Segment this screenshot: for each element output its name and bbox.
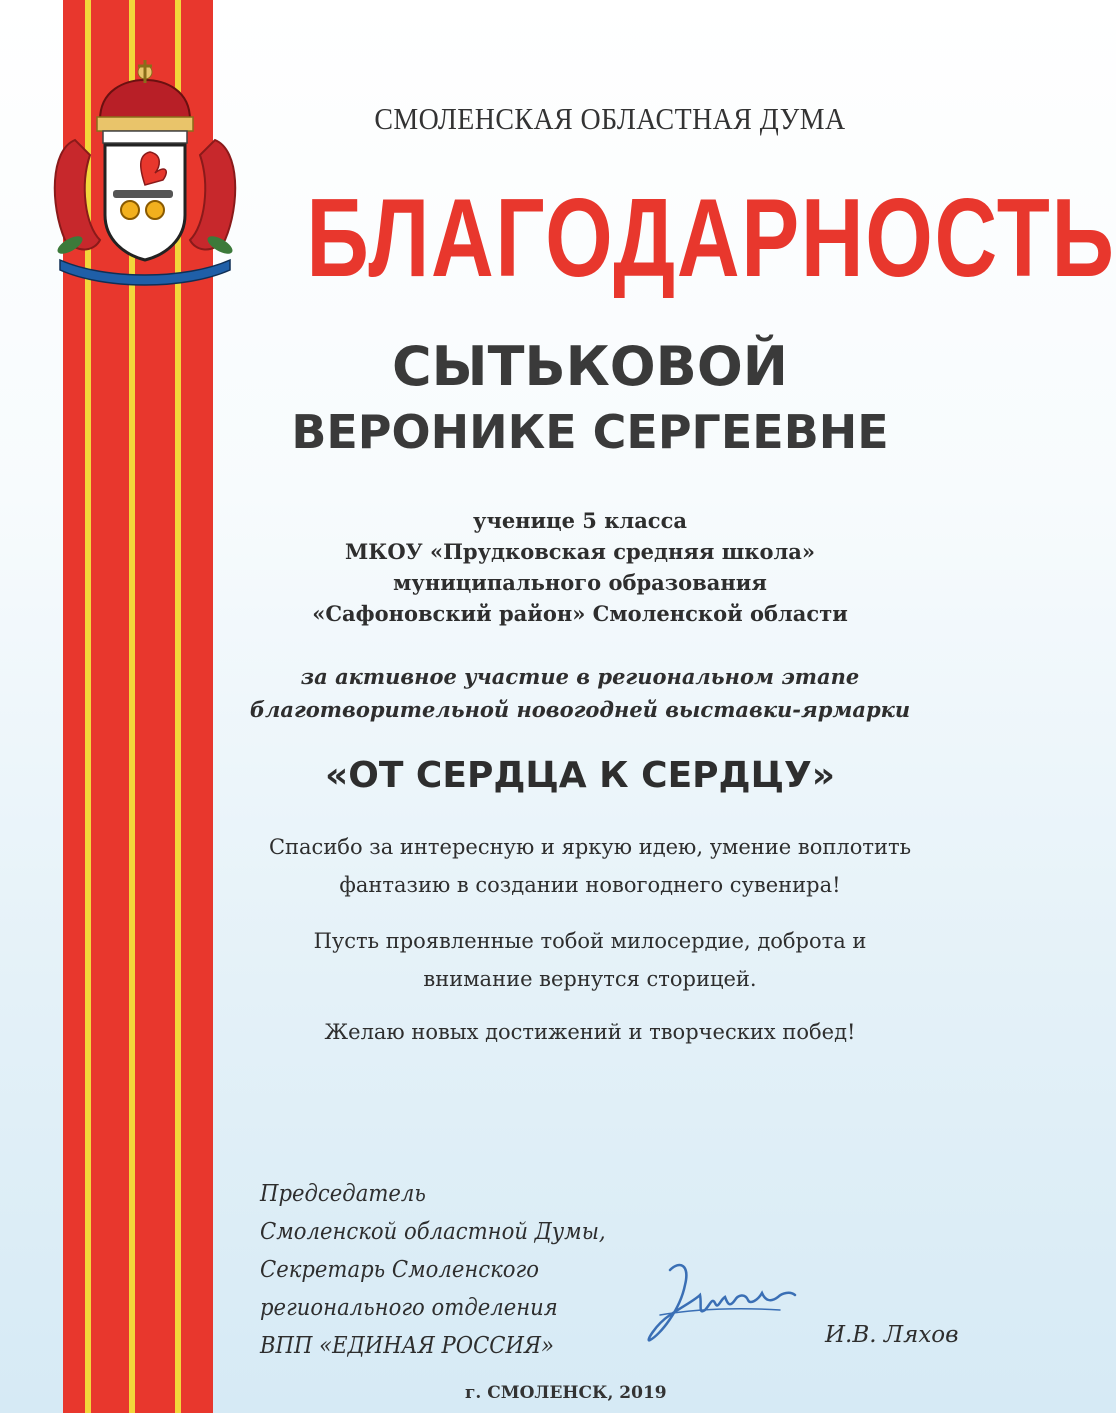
signatory-name: И.В. Ляхов [825, 1322, 959, 1348]
signatory-title-line: Председатель [260, 1181, 426, 1207]
signatory-title [260, 1175, 665, 1365]
document-title: БЛАГОДАРНОСТЬ [306, 176, 1116, 300]
paragraph-line: фантазию в создании новогоднего сувенира! [339, 873, 841, 897]
recipient-info-line: МКОУ «Прудковская средняя школа» [344, 539, 816, 564]
paragraph-line: Спасибо за интересную и яркую идею, умение воплотить [268, 835, 912, 859]
recipient-info-line: «Сафоновский район» Смоленской области [312, 601, 848, 626]
event-name: «ОТ СЕРДЦА К СЕРДЦУ» [324, 755, 836, 796]
recipient-info-line: муниципального образования [393, 570, 767, 595]
organization-name: СМОЛЕНСКАЯ ОБЛАСТНАЯ ДУМА [374, 101, 846, 136]
recipient-surname: СЫТЬКОВОЙ [392, 335, 788, 398]
recipient-given-names: ВЕРОНИКЕ СЕРГЕЕВНЕ [291, 405, 889, 459]
signatory-title-line: Смоленской областной Думы, [260, 1219, 606, 1245]
closing-paragraph [220, 1013, 960, 1051]
recipient-info-line: ученице 5 класса [473, 508, 687, 533]
paragraph-line: внимание вернутся сторицей. [423, 967, 757, 991]
city-and-year: г. СМОЛЕНСК, 2019 [465, 1383, 667, 1403]
award-reason-line: за активное участие в региональном этапе [300, 664, 860, 689]
handwritten-signature [640, 1255, 800, 1350]
signatory-title-line: Секретарь Смоленского [260, 1257, 539, 1283]
signatory-title-line: регионального отделения [260, 1295, 558, 1321]
thanks-paragraph [220, 828, 960, 904]
wishes-paragraph [220, 922, 960, 998]
coat-of-arms-icon [45, 55, 245, 290]
award-reason-line: благотворительной новогодней выставки-ярмарки [249, 697, 911, 722]
paragraph-line: Пусть проявленные тобой милосердие, доброта и [313, 929, 867, 953]
award-reason [220, 660, 940, 726]
paragraph-line: Желаю новых достижений и творческих побед! [324, 1020, 856, 1044]
signatory-title-line: ВПП «ЕДИНАЯ РОССИЯ» [260, 1333, 554, 1359]
recipient-info [250, 505, 910, 629]
